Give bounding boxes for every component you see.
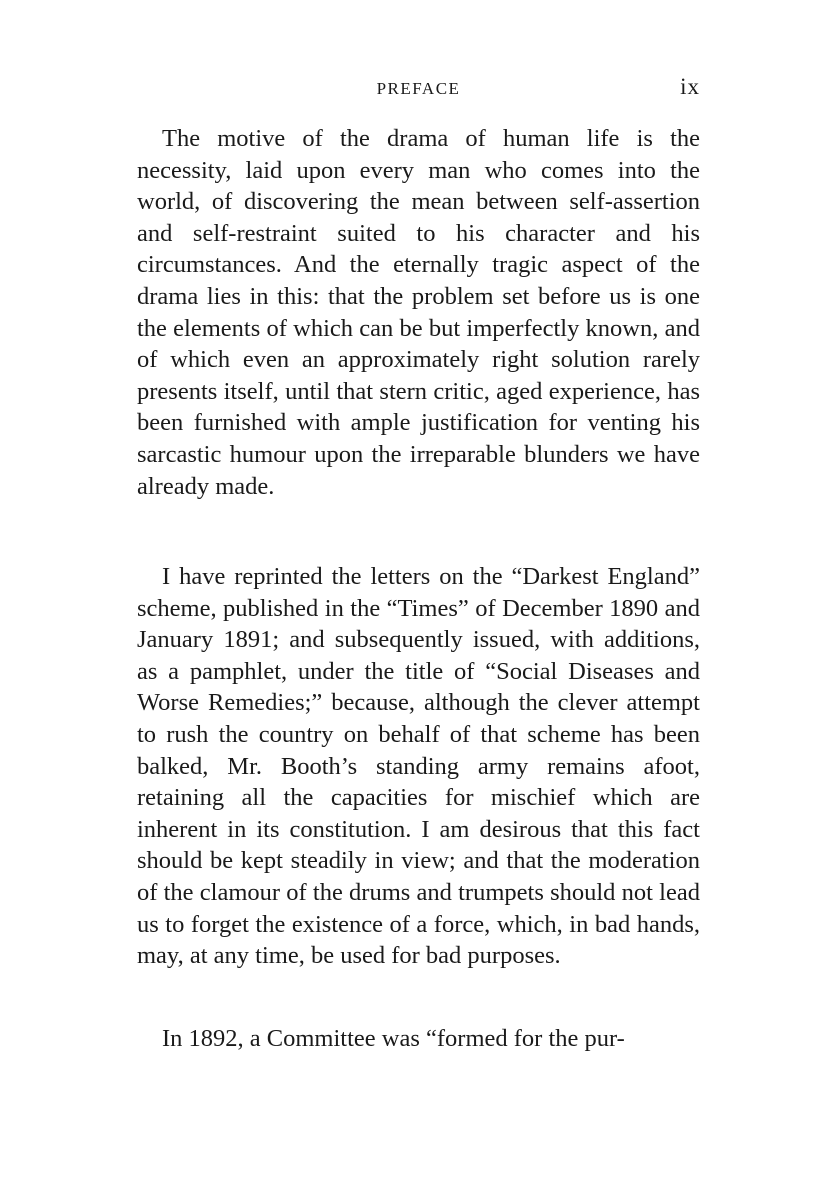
running-head <box>137 76 700 102</box>
paragraph-1-block <box>137 123 700 502</box>
page-number: ix <box>680 74 700 99</box>
paragraph: The motive of the drama of human life is the necessity, laid upon every man who comes into the world, of discovering the mean between self-assertion and self-restraint suited to his character and his circumstances. And the eternally tragic aspect of the drama lies in this: that the problem set before us is one the elements of which can be but imperfectly known, and of which even an approximately right solution rarely presents itself, until that stern critic, aged experience, has been furnished with ample justification for venting his sarcastic humour upon the irreparable blunders we have already made. <box>137 125 700 500</box>
paragraph-3-block <box>137 1023 700 1055</box>
paragraph: I have reprinted the letters on the “Darkest England” scheme, published in the “Times” of December 1890 and January 1891; and subsequently issued, with additions, as a pamphlet, under the title of “Social Diseases and Worse Remedies;” because, although the clever attempt to rush the country on behalf of that scheme has been balked, Mr. Booth’s standing army remains afoot, retaining all the capacities for mischief which are inherent in its constitution. I am desirous that this fact should be kept steadily in view; and that the moderation of the clamour of the drums and trumpets should not lead us to forget the existence of a force, which, in bad hands, may, at any time, be used for bad purposes. <box>137 563 700 970</box>
paragraph: In 1892, a Committee was “formed for the pur- <box>162 1025 625 1052</box>
running-title: PREFACE <box>376 79 461 98</box>
paragraph-2-block <box>137 561 700 972</box>
